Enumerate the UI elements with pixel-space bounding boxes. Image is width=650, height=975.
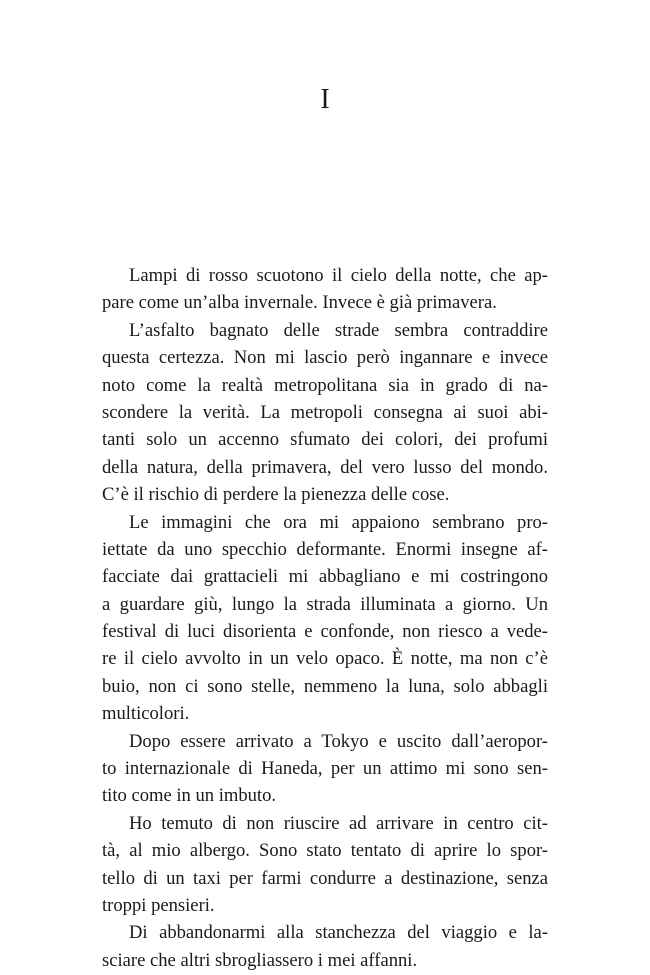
text-line: noto come la realtà metropolitana sia in grado di na-: [102, 374, 548, 396]
text-line: buio, non ci sono stelle, nemmeno la luna, solo abbagli: [102, 675, 548, 697]
text-line: sciare che altri sbrogliassero i mei affanni.: [102, 949, 418, 971]
text-line: to internazionale di Haneda, per un attimo mi sono sen-: [102, 758, 548, 780]
text-line: della natura, della primavera, del vero lusso del mondo.: [102, 456, 548, 478]
text-line: re il cielo avvolto in un velo opaco. È notte, ma non c’è: [102, 648, 548, 670]
text-line: Di abbandonarmi alla stanchezza del viaggio e la-: [129, 922, 548, 944]
text-line: iettate da uno specchio deformante. Enormi insegne af-: [102, 538, 548, 560]
text-line: a guardare giù, lungo la strada illuminata a giorno. Un: [102, 593, 548, 615]
text-line: C’è il rischio di perdere la pienezza delle cose.: [102, 484, 450, 506]
text-line: troppi pensieri.: [102, 894, 215, 916]
text-line: questa certezza. Non mi lascio però ingannare e invece: [102, 347, 548, 369]
text-line: Le immagini che ora mi appaiono sembrano pro-: [129, 511, 548, 533]
chapter-number: I: [320, 84, 330, 115]
text-line: pare come un’alba invernale. Invece è già primavera.: [102, 292, 497, 314]
text-line: Lampi di rosso scuotono il cielo della notte, che ap-: [129, 265, 548, 286]
text-line: L’asfalto bagnato delle strade sembra contraddire: [129, 319, 548, 341]
text-line: multicolori.: [102, 703, 190, 725]
text-line: tà, al mio albergo. Sono stato tentato di aprire lo spor-: [102, 840, 548, 862]
text-line: tanti solo un accenno sfumato dei colori, dei profumi: [102, 429, 548, 451]
text-line: facciate dai grattacieli mi abbagliano e mi costringono: [102, 566, 548, 588]
text-line: scondere la verità. La metropoli consegna ai suoi abi-: [102, 401, 548, 423]
text-line: tito come in un imbuto.: [102, 785, 277, 807]
text-line: Ho temuto di non riuscire ad arrivare in centro cit-: [129, 812, 548, 834]
text-line: festival di luci disorienta e confonde, non riesco a vede-: [102, 621, 548, 643]
text-line: tello di un taxi per farmi condurre a destinazione, senza: [102, 867, 548, 889]
chapter-body-text: [102, 262, 548, 974]
text-line: Dopo essere arrivato a Tokyo e uscito dall’aeropor-: [129, 730, 548, 752]
